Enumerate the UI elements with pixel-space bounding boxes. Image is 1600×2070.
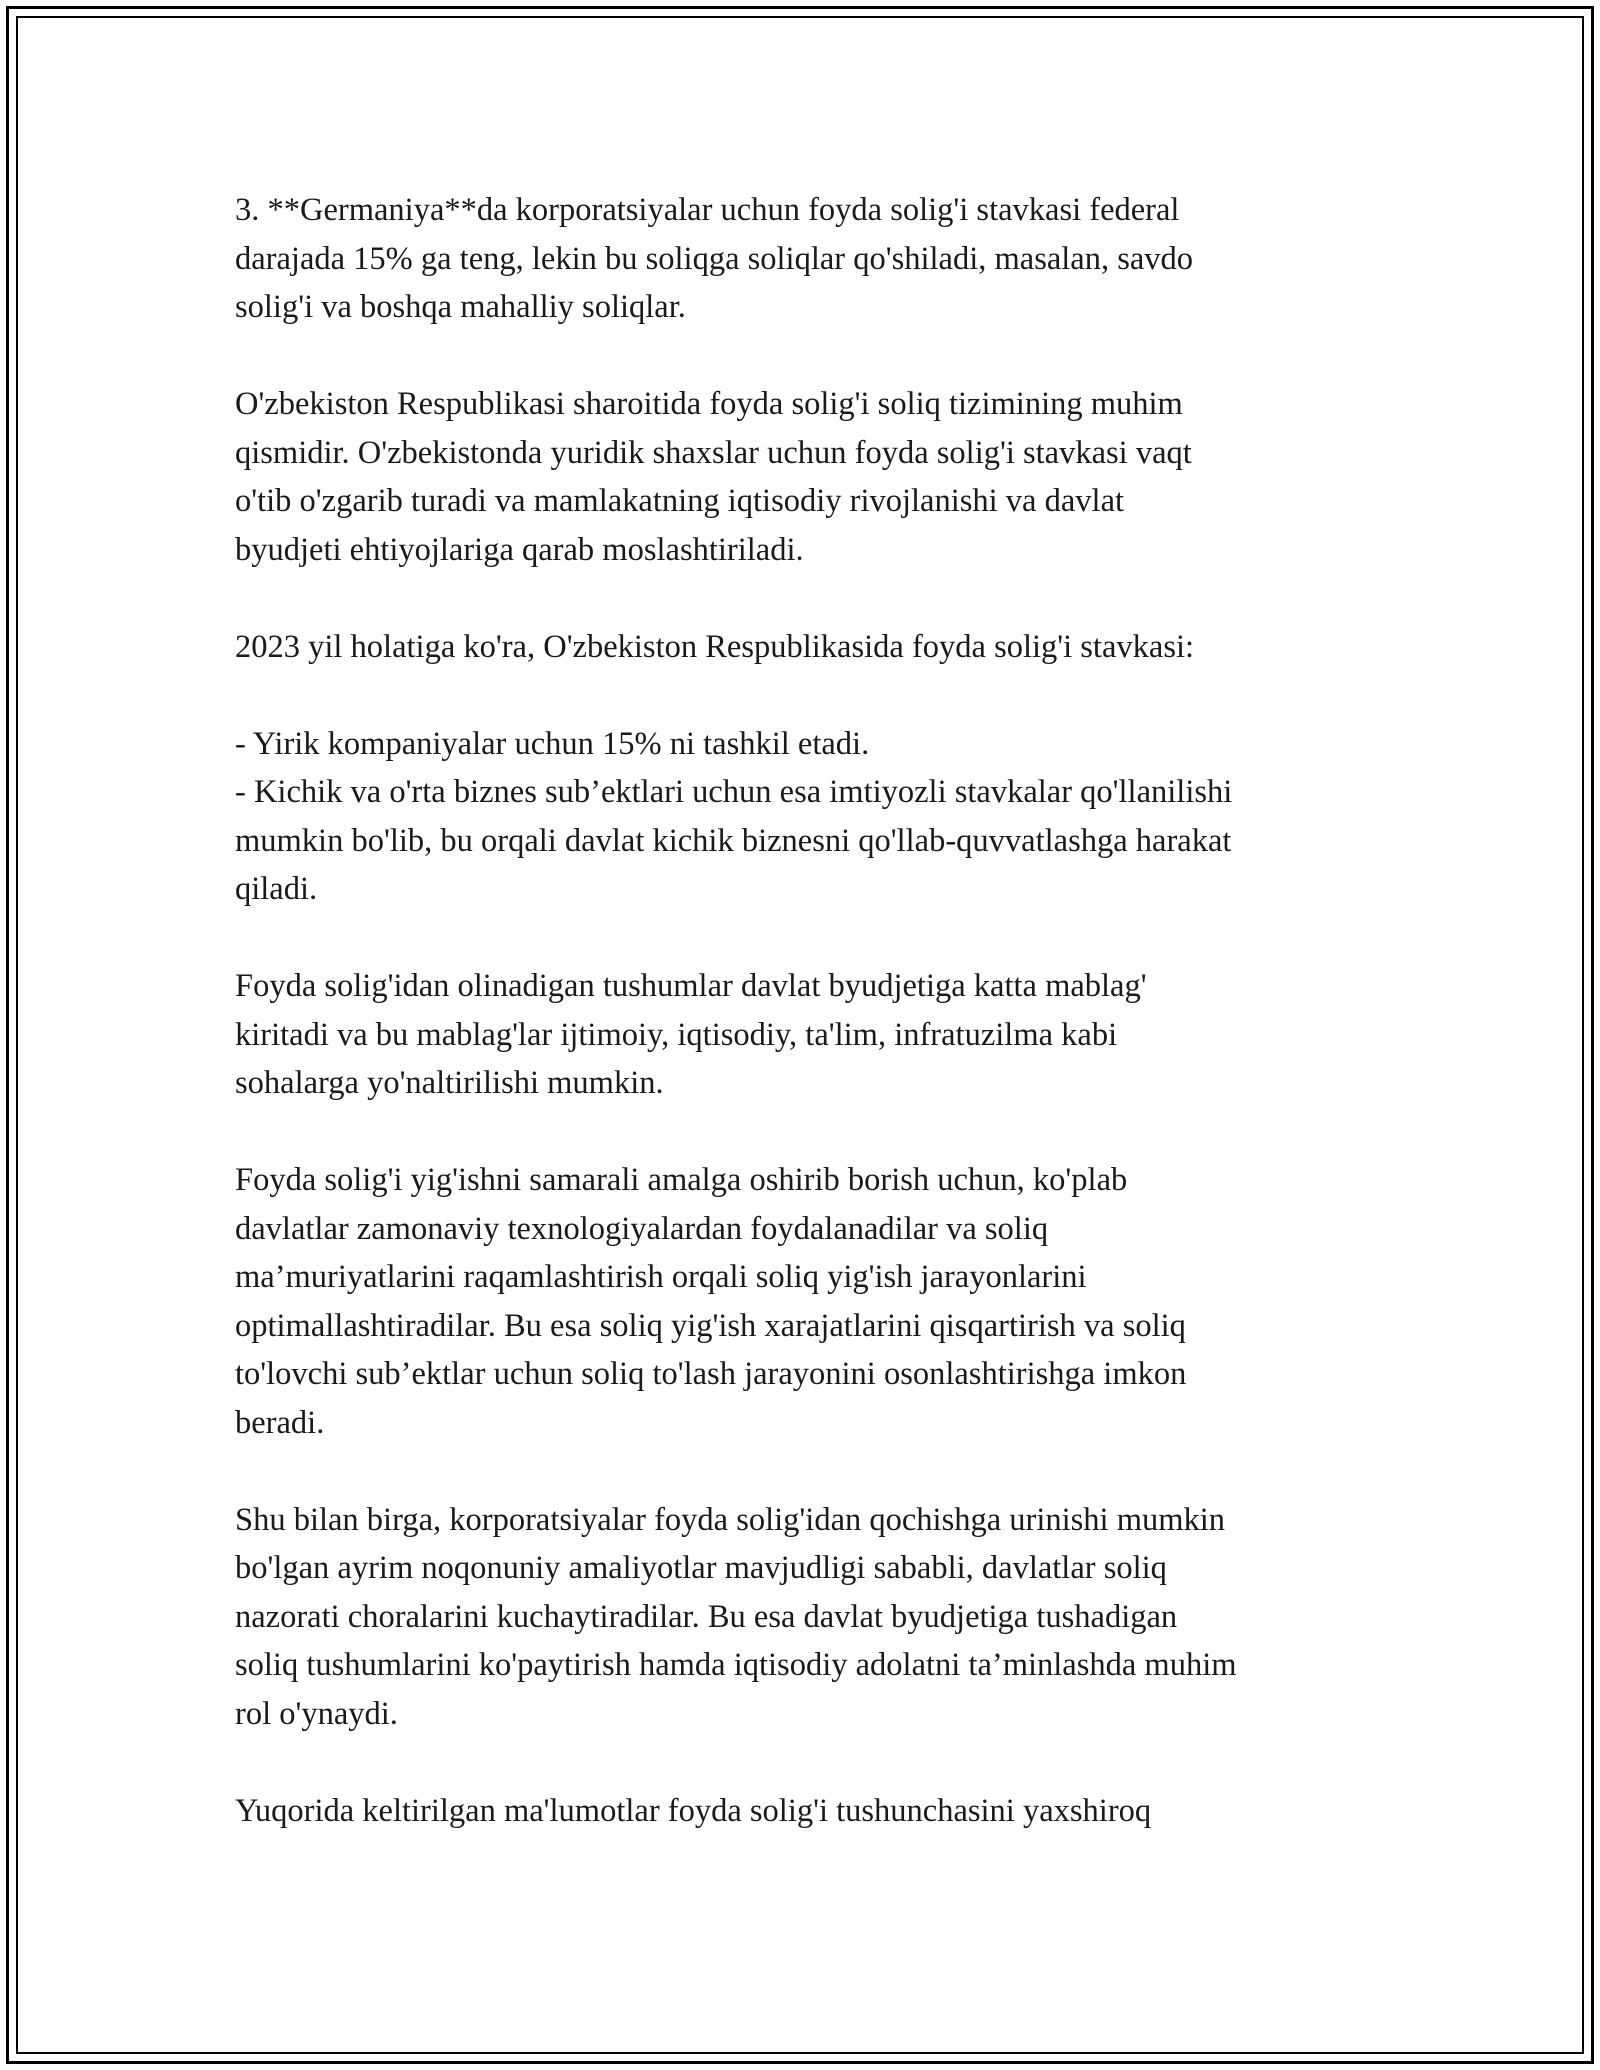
text-line: soliq tushumlarini ko'paytirish hamda iqtisodiy adolatni ta’minlashda muhim (235, 1647, 1237, 1683)
text-line: qiladi. (235, 871, 318, 907)
paragraph-rate-list (235, 720, 1395, 914)
paragraph-2023-rate-intro (235, 623, 1395, 672)
text-line: kiritadi va bu mablag'lar ijtimoiy, iqtisodiy, ta'lim, infratuzilma kabi (235, 1016, 1118, 1053)
text-line: o'tib o'zgarib turadi va mamlakatning iqtisodiy rivojlanishi va davlat (235, 483, 1125, 519)
text-line: Yuqorida keltirilgan ma'lumotlar foyda solig'i tushunchasini yaxshiroq (235, 1792, 1152, 1829)
text-line: rol o'ynaydi. (235, 1695, 398, 1732)
text-line: to'lovchi sub’ektlar uchun soliq to'lash jarayonini osonlashtirishga imkon (235, 1356, 1187, 1392)
text-line: mumkin bo'lib, bu orqali davlat kichik biznesni qo'llab-quvvatlashga harakat (235, 822, 1232, 859)
text-line: ma’muriyatlarini raqamlashtirish orqali soliq yig'ish jarayonlarini (235, 1259, 1087, 1295)
paragraph-germany-tax (235, 186, 1395, 332)
text-line: sohalarga yo'naltirilishi mumkin. (235, 1065, 664, 1101)
text-line: darajada 15% ga teng, lekin bu soliqga soliqlar qo'shiladi, masalan, savdo (235, 240, 1194, 277)
text-line: Foyda solig'i yig'ishni samarali amalga oshirib borish uchun, ko'plab (235, 1162, 1128, 1198)
text-line: davlatlar zamonaviy texnologiyalardan foydalanadilar va soliq (235, 1210, 1049, 1247)
text-line: 2023 yil holatiga ko'ra, O'zbekiston Respublikasida foyda solig'i stavkasi: (235, 628, 1195, 665)
paragraph-tax-digitalization (235, 1156, 1395, 1447)
list-item: - Kichik va o'rta biznes sub’ektlari uchun esa imtiyozli stavkalar qo'llanilishi (235, 774, 1233, 810)
text-line: optimallashtiradilar. Bu esa soliq yig'ish xarajatlarini qisqartirish va soliq (235, 1307, 1186, 1344)
text-line: nazorati choralarini kuchaytiradilar. Bu esa davlat byudjetiga tushadigan (235, 1598, 1178, 1635)
text-line: Shu bilan birga, korporatsiyalar foyda solig'idan qochishga urinishi mumkin (235, 1501, 1226, 1538)
paragraph-uzbekistan-tax-system (235, 380, 1395, 574)
text-line: Foyda solig'idan olinadigan tushumlar davlat byudjetiga katta mablag' (235, 968, 1147, 1004)
text-line: beradi. (235, 1404, 325, 1441)
paragraph-conclusion (235, 1787, 1395, 1836)
text-line: bo'lgan ayrim noqonuniy amaliyotlar mavjudligi sababli, davlatlar soliq (235, 1550, 1167, 1586)
paragraph-budget-revenue (235, 962, 1395, 1108)
paragraph-tax-control (235, 1496, 1395, 1739)
document-body (235, 186, 1395, 1835)
list-item: - Yirik kompaniyalar uchun 15% ni tashkil etadi. (235, 725, 870, 762)
text-line: qismidir. O'zbekistonda yuridik shaxslar uchun foyda solig'i stavkasi vaqt (235, 434, 1192, 471)
text-line: solig'i va boshqa mahalliy soliqlar. (235, 289, 686, 325)
text-line: byudjeti ehtiyojlariga qarab moslashtiriladi. (235, 531, 804, 568)
text-line: 3. **Germaniya**da korporatsiyalar uchun foyda solig'i stavkasi federal (235, 192, 1180, 228)
text-line: O'zbekiston Respublikasi sharoitida foyda solig'i soliq tizimining muhim (235, 386, 1183, 422)
